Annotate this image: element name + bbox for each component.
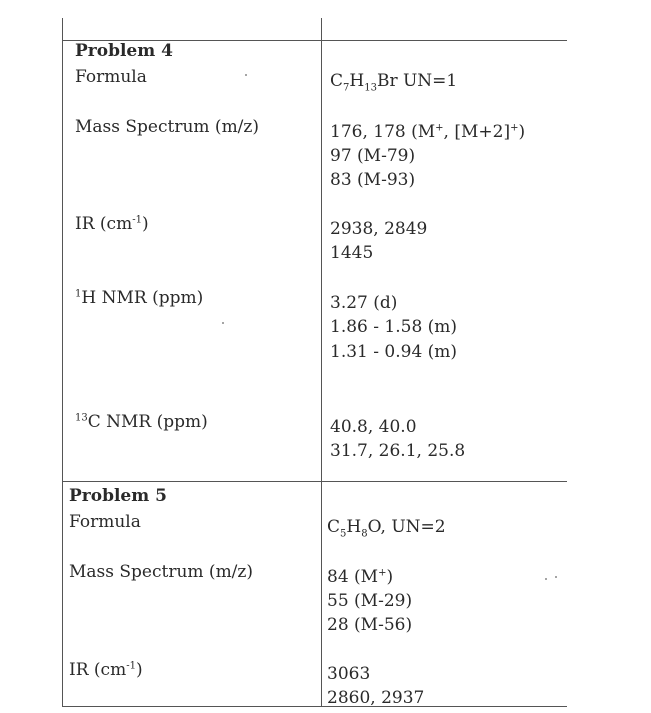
problem-4-ir-value-2: 1445 — [330, 243, 374, 263]
problem-4-formula-value: $C_7H_{13}Br$ UN=1 — [330, 71, 458, 94]
problem-5-formula-label: Formula — [69, 512, 141, 532]
problem-4-formula-label: Formula — [75, 67, 147, 87]
table-left-border — [62, 18, 63, 706]
scan-speck — [222, 322, 224, 324]
problem-5-ir-value-1: 3063 — [327, 664, 371, 684]
problem-5-ir-value-2: 2860, 2937 — [327, 688, 425, 708]
problem-4-ir-value-1: 2938, 2849 — [330, 219, 428, 239]
problem-4-ir-label: IR $(cm^{-1})$ — [75, 214, 149, 234]
table-center-divider — [321, 18, 322, 706]
problem-4-cnmr-value-2: 31.7, 26.1, 25.8 — [330, 441, 466, 461]
problem-4-title: Problem 4 — [75, 41, 173, 61]
problem-4-cnmr-value-1: 40.8, 40.0 — [330, 417, 417, 437]
problem-5-mass-line-1: 84 (M+) — [327, 567, 394, 587]
problem-4-mass-line-2: 97 (M-79) — [330, 146, 416, 166]
problem-4-hnmr-value-1: 3.27 (d) — [330, 293, 398, 313]
problem-separator-line — [62, 481, 567, 482]
problem-4-cnmr-label: $^{13}$C NMR (ppm) — [75, 412, 208, 432]
problem-5-mass-line-3: 28 (M-56) — [327, 615, 413, 635]
problem-5-mass-label: Mass Spectrum (m/z) — [69, 562, 254, 582]
problem-5-title: Problem 5 — [69, 486, 167, 506]
problem-4-hnmr-label: $^1$H NMR (ppm) — [75, 288, 204, 308]
problem-4-hnmr-value-2: 1.86 - 1.58 (m) — [330, 317, 458, 337]
problem-5-ir-label: IR $(cm^{-1})$ — [69, 660, 143, 680]
scan-speck — [245, 74, 247, 76]
problem-5-mass-line-2: 55 (M-29) — [327, 591, 413, 611]
problem-4-mass-line-3: 83 (M-93) — [330, 170, 416, 190]
problem-4-mass-line-1: 176, 178 (M+, [M+2]+) — [330, 122, 526, 142]
table-bottom-border — [62, 706, 567, 707]
scan-speck — [555, 576, 557, 578]
problem-4-hnmr-value-3: 1.31 - 0.94 (m) — [330, 342, 458, 362]
problem-4-mass-label: Mass Spectrum (m/z) — [75, 117, 260, 137]
scan-speck — [545, 578, 547, 580]
problem-5-formula-value: $C_5H_8O$, UN=2 — [327, 517, 446, 540]
